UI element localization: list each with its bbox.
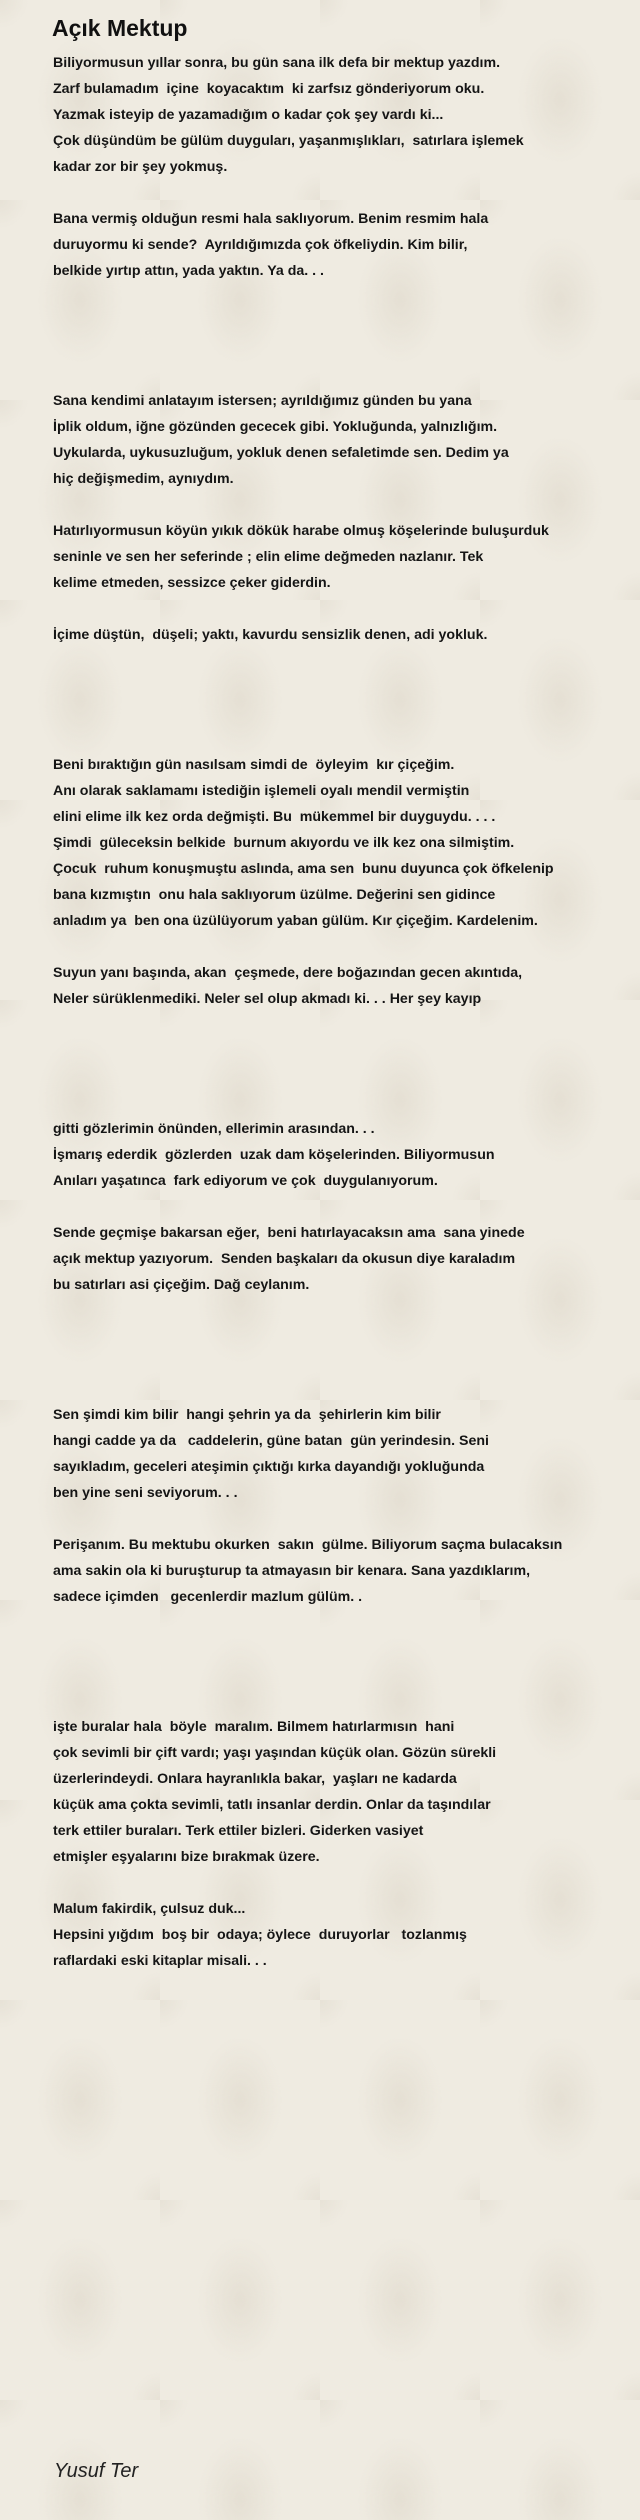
- poem-line: Beni bıraktığın gün nasılsam simdi de öyleyim kır çiçeğim.: [53, 757, 455, 773]
- poem-line: Biliyormusun yıllar sonra, bu gün sana ilk defa bir mektup yazdım.: [53, 55, 501, 71]
- stanza-10: [53, 1402, 638, 1506]
- poem-body: [53, 50, 638, 1974]
- stanza-7: [53, 960, 638, 1012]
- poem-line: Malum fakirdik, çulsuz duk...: [53, 1901, 246, 1917]
- stanza-gap: [53, 180, 638, 206]
- poem-line: Bana vermiş olduğun resmi hala saklıyorum. Benim resmim hala: [53, 211, 489, 227]
- stanza-4: [53, 518, 638, 596]
- stanza-12: [53, 1714, 638, 1870]
- poem-line: anladım ya ben ona üzülüyorum yaban gülüm. Kır çiçeğim. Kardelenim.: [53, 913, 538, 929]
- stanza-gap: [53, 1012, 638, 1116]
- stanza-gap: [53, 648, 638, 752]
- poem-line: terk ettiler buraları. Terk ettiler bizleri. Giderken vasiyet: [53, 1823, 424, 1839]
- poem-line: Zarf bulamadım içine koyacaktım ki zarfsız gönderiyorum oku.: [53, 81, 485, 97]
- poem-line: Şimdi güleceksin belkide burnum akıyordu ve ilk kez ona silmiştim.: [53, 835, 515, 851]
- stanza-6: [53, 752, 638, 934]
- poem-line: bu satırları asi çiçeğim. Dağ ceylanım.: [53, 1277, 310, 1293]
- poem-line: raflardaki eski kitaplar misali. . .: [53, 1953, 267, 1969]
- poem-title: Açık Mektup: [52, 15, 188, 41]
- stanza-8: [53, 1116, 638, 1194]
- poem-line: Yazmak isteyip de yazamadığım o kadar çok şey vardı ki...: [53, 107, 444, 123]
- poem-line: ama sakin ola ki buruşturup ta atmayasın bir kenara. Sana yazdıklarım,: [53, 1563, 531, 1579]
- stanza-1: [53, 50, 638, 180]
- poem-line: seninle ve sen her seferinde ; elin elime değmeden nazlanır. Tek: [53, 549, 484, 565]
- stanza-9: [53, 1220, 638, 1298]
- poem-line: İçime düştün, düşeli; yaktı, kavurdu sensizlik denen, adi yokluk.: [53, 627, 488, 643]
- poem-line: açık mektup yazıyorum. Senden başkaları da okusun diye karaladım: [53, 1251, 516, 1267]
- poem-line: hangi cadde ya da caddelerin, güne batan gün yerindesin. Seni: [53, 1433, 489, 1449]
- poem-line: gitti gözlerimin önünden, ellerimin arasından. . .: [53, 1121, 375, 1137]
- poem-line: Anı olarak saklamamı istediğin işlemeli oyalı mendil vermiştin: [53, 783, 470, 799]
- poem-line: Neler sürüklenmediki. Neler sel olup akmadı ki. . . Her şey kayıp: [53, 991, 482, 1007]
- stanza-11: [53, 1532, 638, 1610]
- author-signature: Yusuf Ter: [54, 2460, 139, 2482]
- stanza-gap: [53, 1298, 638, 1402]
- stanza-13: [53, 1896, 638, 1974]
- poem-line: işte buralar hala böyle maralım. Bilmem hatırlarmısın hani: [53, 1719, 455, 1735]
- poem-line: sadece içimden gecenlerdir mazlum gülüm. .: [53, 1589, 363, 1605]
- poem-line: Hatırlıyormusun köyün yıkık dökük harabe olmuş köşelerinde buluşurduk: [53, 523, 549, 539]
- stanza-gap: [53, 284, 638, 388]
- poem-line: kadar zor bir şey yokmuş.: [53, 159, 228, 175]
- poem-line: etmişler eşyalarını bize bırakmak üzere.: [53, 1849, 320, 1865]
- stanza-gap: [53, 1194, 638, 1220]
- poem-line: üzerlerindeydi. Onlara hayranlıkla bakar, yaşları ne kadarda: [53, 1771, 457, 1787]
- poem-line: Çok düşündüm be gülüm duyguları, yaşanmışlıkları, satırlara işlemek: [53, 133, 524, 149]
- poem-line: bana kızmıştın onu hala saklıyorum üzülme. Değerini sen gidince: [53, 887, 496, 903]
- stanza-3: [53, 388, 638, 492]
- poem-line: Sende geçmişe bakarsan eğer, beni hatırlayacaksın ama sana yinede: [53, 1225, 525, 1241]
- stanza-5: [53, 622, 638, 648]
- poem-line: Perişanım. Bu mektubu okurken sakın gülme. Biliyorum saçma bulacaksın: [53, 1537, 563, 1553]
- poem-line: sayıkladım, geceleri ateşimin çıktığı kırka dayandığı yokluğunda: [53, 1459, 485, 1475]
- poem-line: Çocuk ruhum konuşmuştu aslında, ama sen bunu duyunca çok öfkelenip: [53, 861, 554, 877]
- poem-line: İplik oldum, iğne gözünden gececek gibi. Yokluğunda, yalnızlığım.: [53, 419, 498, 435]
- stanza-gap: [53, 596, 638, 622]
- poem-line: ben yine seni seviyorum. . .: [53, 1485, 238, 1501]
- stanza-gap: [53, 1610, 638, 1714]
- poem-line: küçük ama çokta sevimli, tatlı insanlar derdin. Onlar da taşındılar: [53, 1797, 491, 1813]
- poem-line: hiç değişmedim, aynıydım.: [53, 471, 234, 487]
- poem-line: Hepsini yığdım boş bir odaya; öylece duruyorlar tozlanmış: [53, 1927, 467, 1943]
- poem-line: duruyormu ki sende? Ayrıldığımızda çok öfkeliydin. Kim bilir,: [53, 237, 468, 253]
- stanza-gap: [53, 1870, 638, 1896]
- poem-line: Anıları yaşatınca fark ediyorum ve çok duygulanıyorum.: [53, 1173, 438, 1189]
- stanza-2: [53, 206, 638, 284]
- stanza-gap: [53, 492, 638, 518]
- poem-line: Uykularda, uykusuzluğum, yokluk denen sefaletimde sen. Dedim ya: [53, 445, 509, 461]
- poem-line: kelime etmeden, sessizce çeker giderdin.: [53, 575, 331, 591]
- poem-line: Sana kendimi anlatayım istersen; ayrıldığımız günden bu yana: [53, 393, 472, 409]
- poem-line: Suyun yanı başında, akan çeşmede, dere boğazından gecen akıntıda,: [53, 965, 523, 981]
- poem-line: çok sevimli bir çift vardı; yaşı yaşından küçük olan. Gözün sürekli: [53, 1745, 497, 1761]
- poem-line: İşmarış ederdik gözlerden uzak dam köşelerinden. Biliyormusun: [53, 1147, 495, 1163]
- stanza-gap: [53, 934, 638, 960]
- poem-line: Sen şimdi kim bilir hangi şehrin ya da şehirlerin kim bilir: [53, 1407, 441, 1423]
- poem-line: belkide yırtıp attın, yada yaktın. Ya da. . .: [53, 263, 324, 279]
- poem-line: elini elime ilk kez orda değmişti. Bu mükemmel bir duyguydu. . . .: [53, 809, 496, 825]
- stanza-gap: [53, 1506, 638, 1532]
